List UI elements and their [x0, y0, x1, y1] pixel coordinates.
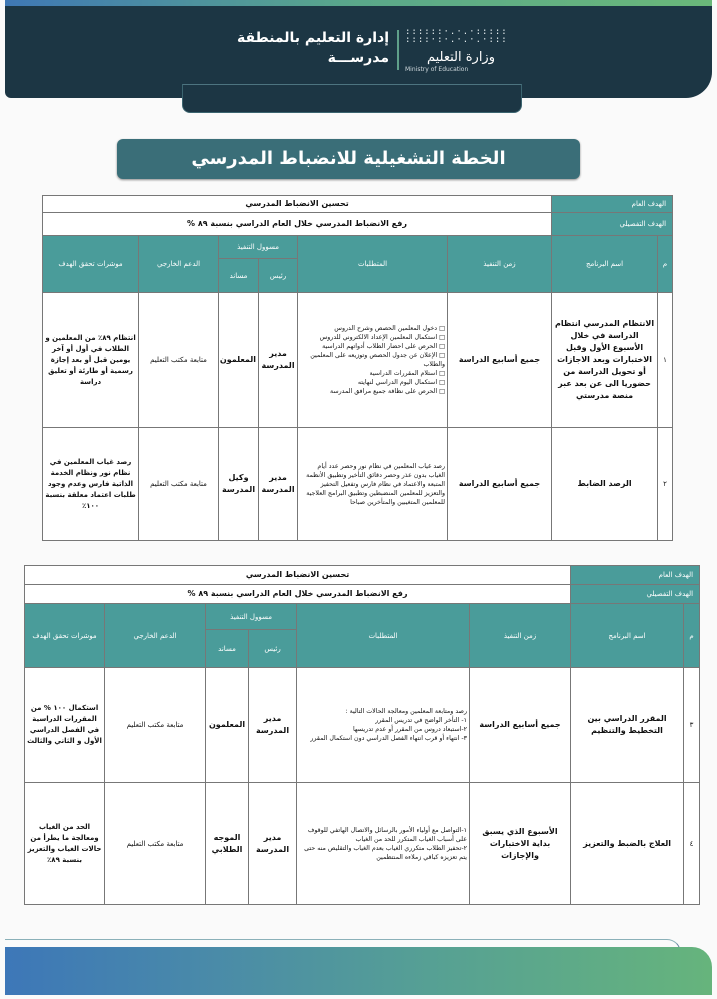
execution-time: الأسبوع الذي يسبق بداية الاختبارات والإجازات [470, 783, 571, 905]
indicators: الحد من الغياب ومعالجة ما يطرأ من حالات الغياب والتعزيز بنسبة ٨٩٪ [25, 783, 105, 905]
school-name: مدرســـة [327, 50, 389, 66]
general-goal-value: تحسين الانضباط المدرسي [25, 566, 571, 585]
table-row [25, 783, 700, 905]
program-name: الانتظام المدرسي انتظام الدراسة في خلال الأسبوع الأول وقبل الاختبارات وبعد الاجازات أو تحويل الدراسة من حضوريا الى عن بعد عبر منصة مدرستي [552, 293, 658, 428]
requirement-item: □ استكمال المعلمين الإعداد الالكتروني للدروس [319, 334, 446, 341]
program-name: المقرر الدراسي بين التخطيط والتنظيم [571, 668, 684, 783]
responsible-assistant: الموجه الطلابي [206, 783, 249, 905]
execution-time: جميع أسابيع الدراسة [470, 668, 571, 783]
header-tab [182, 84, 522, 113]
requirement-item: ١- التأخر الواضح في تدريس المقرر [375, 717, 468, 724]
responsible-head: مدير المدرسة [259, 293, 298, 428]
requirement-item: □ الإعلان عن جدول الحصص وتوزيعه على المعلمين والطلاب [310, 352, 446, 368]
responsible-assistant: وكيل المدرسة [219, 428, 259, 541]
col-time: زمن التنفيذ [470, 604, 571, 668]
col-responsible: مسوول التنفيذ [206, 604, 297, 630]
row-number: ٢ [658, 428, 673, 541]
logo-dots-icon: ::::::·.·.·::::: ::::·:·.·.·.·::: [405, 27, 508, 45]
col-indicators: موشرات تحقق الهدف [43, 236, 139, 293]
requirement-item: ٢-استبعاد دروس من المقرر أو عدم تدريسها [352, 726, 468, 733]
logo-english: Ministry of Education [405, 66, 469, 73]
responsible-head: مدير المدرسة [259, 428, 298, 541]
col-indicators: موشرات تحقق الهدف [25, 604, 105, 668]
requirement-item: □ دخول المعلمين الحصص وشرح الدروس [334, 325, 446, 332]
col-program: اسم البرنامج [571, 604, 684, 668]
requirement-item: □ استلام المقررات الدراسية [369, 370, 446, 377]
requirements [297, 668, 470, 783]
external-support: متابعة مكتب التعليم [105, 668, 206, 783]
indicators: انتظام ٨٩٪ من المعلمين و الطلاب في أول أو آخر يومين قبل أو بعد إجازة رسمية أو طارئة أو تعليق دراسة [43, 293, 139, 428]
indicators: رصد غياب المعلمين في نظام نور ونظام الخدمة الذاتية فارس وعدم وجود طلبات اعتماد معلقة بنسبة ١٠٠٪ [43, 428, 139, 541]
col-head: رئيس [259, 259, 298, 293]
requirements [298, 428, 448, 541]
table-row [25, 668, 700, 783]
col-assistant: مساند [219, 259, 259, 293]
general-goal-label: الهدف العام [552, 196, 673, 213]
detailed-goal-value: رفع الانضباط المدرسي خلال العام الدراسي بنسبة ٨٩ % [43, 213, 552, 236]
table-row [43, 293, 673, 428]
logo-separator [397, 30, 399, 70]
col-program: اسم البرنامج [552, 236, 658, 293]
page-title: الخطة التشغيلية للانضباط المدرسي [117, 139, 580, 179]
col-external: الدعم الخارجي [139, 236, 219, 293]
footer-band [5, 947, 712, 995]
external-support: متابعة مكتب التعليم [139, 428, 219, 541]
responsible-assistant: المعلمون [206, 668, 249, 783]
responsible-head: مدير المدرسة [249, 668, 297, 783]
general-goal-label: الهدف العام [571, 566, 700, 585]
requirements [298, 293, 448, 428]
col-external: الدعم الخارجي [105, 604, 206, 668]
execution-time: جميع أسابيع الدراسة [448, 293, 552, 428]
col-num: م [684, 604, 700, 668]
external-support: متابعة مكتب التعليم [105, 783, 206, 905]
requirement-item: ٣- انتهاء أو قرب انتهاء الفصل الدراسي دون استكمال المقرر [310, 735, 468, 742]
col-requirements: المتطلبات [297, 604, 470, 668]
plan-table-1 [42, 195, 673, 541]
col-assistant: مساند [206, 630, 249, 668]
requirement-item: □ الحرص على نظافة جميع مرافق المدرسة [329, 388, 446, 395]
logo-arabic: وزارة التعليم [426, 50, 495, 65]
row-number: ٤ [684, 783, 700, 905]
row-number: ٣ [684, 668, 700, 783]
execution-time: جميع أسابيع الدراسة [448, 428, 552, 541]
row-number: ١ [658, 293, 673, 428]
detailed-goal-label: الهدف التفصيلي [552, 213, 673, 236]
responsible-head: مدير المدرسة [249, 783, 297, 905]
program-name: الرصد الضابط [552, 428, 658, 541]
col-time: زمن التنفيذ [448, 236, 552, 293]
requirement-item: □ الحرص على احضار الطلاب أدواتهم الدراسية [322, 343, 446, 350]
requirement-item: ٢-تحفيز الطلاب متكرري الغياب بعدم الغياب والتقليص منه حتى يتم تعزيزه كباقي زملاءه المنتظمين [304, 844, 468, 861]
requirement-item: ١-التواصل مع أولياء الأمور بالرسائل والاتصال الهاتفي للوقوف على أسباب الغياب المتكرر للحد من الغياب [307, 826, 468, 843]
external-support: متابعة مكتب التعليم [139, 293, 219, 428]
col-head: رئيس [249, 630, 297, 668]
header-text [237, 28, 389, 68]
region-name: إدارة التعليم بالمنطقة [236, 30, 389, 46]
requirement-item: □ استكمال اليوم الدراسي لنهايته [357, 379, 446, 386]
plan-table-2 [24, 565, 700, 905]
detailed-goal-label: الهدف التفصيلي [571, 585, 700, 604]
requirement-item: رصد ومتابعة المعلمين ومعالجة الحالات التالية : [345, 708, 468, 715]
general-goal-value: تحسين الانضباط المدرسي [43, 196, 552, 213]
requirement-item: رصد غياب المعلمين في نظام نور وحصر عدد أيام الغياب بدون عذر وحصر دقائق التأخير وتطبيق الأنظمة المتبعة والاعتماد في نظام فارس وتفعيل التحفيز والتعزيز للمعلمين المنضبطين وتطبيق البرامج العلاجية للمعلمين المتغيبين والمتأخرين صباحا [306, 462, 446, 506]
col-responsible: مسوول التنفيذ [219, 236, 298, 259]
requirements [297, 783, 470, 905]
table-row [43, 428, 673, 541]
indicators: استكمال ١٠٠ % من المقررات الدراسية في الفصل الدراسي الأول و الثاني والثالث [25, 668, 105, 783]
col-requirements: المتطلبات [298, 236, 448, 293]
responsible-assistant: المعلمون [219, 293, 259, 428]
ministry-logo [405, 28, 508, 73]
program-name: العلاج بالضبط والتعزيز [571, 783, 684, 905]
col-num: م [658, 236, 673, 293]
detailed-goal-value: رفع الانضباط المدرسي خلال العام الدراسي بنسبة ٨٩ % [25, 585, 571, 604]
